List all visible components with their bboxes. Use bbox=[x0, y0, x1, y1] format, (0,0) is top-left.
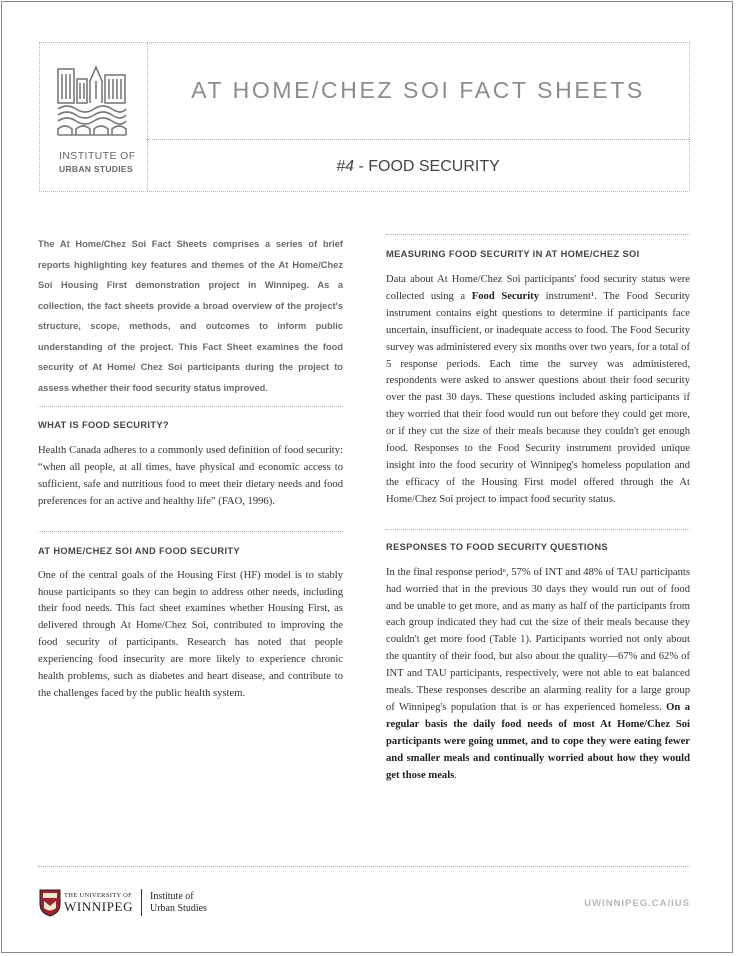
measuring-text-bold: Food Security bbox=[471, 290, 540, 302]
header-divider-horizontal bbox=[147, 139, 689, 140]
responses-text-end: . bbox=[454, 769, 457, 781]
section-divider bbox=[38, 531, 343, 532]
section-divider bbox=[386, 234, 690, 235]
what-is-food-security-body: Health Canada adheres to a commonly used definition of food security: “when all people, at all times, have physical and economic access to sufficient, safe and nutritious food to meet their dietary needs and food preferences for an active and healthy life” (FAO, 1996). bbox=[38, 445, 343, 507]
measuring-text-b: instrument¹. The Food Security instrument contains eight questions to determine if participants face uncertain, insufficient, or inadequate access to food. The Food Security survey was administered every six months over two years, for a total of 5 response periods. Each time the survey was administered, respondents were asked to answer questions about their food security over the past 30 days. These questions included asking participants if they worried that their food would run out before they could get more, or if they cut the size of their meals because they couldn't get enough food. Responses to the Food Security instrument provided unique insight into the food security of Winnipeg's homeless population and the efficacy of the Housing First model offered through the At Home/Chez Soi project to impact food security status. bbox=[386, 290, 691, 505]
footer-logo-separator bbox=[141, 889, 142, 916]
section-heading-responses: RESPONSES TO FOOD SECURITY QUESTIONS bbox=[386, 541, 608, 552]
left-column bbox=[38, 234, 343, 703]
institute-logo bbox=[40, 43, 147, 193]
intro-paragraph: The At Home/Chez Soi Fact Sheets comprises a series of brief reports highlighting key features and themes of the At Home/Chez Soi Housing First demonstration project in Winnipeg. As a collection, the fact sheets provide a broad overview of the project's structure, scope, methods, and outcomes to inform public understanding of the project. This Fact Sheet examines the food security of At Home/ Chez Soi participants during the project to assess whether their food security status improved. bbox=[38, 239, 343, 393]
university-crest-icon bbox=[39, 889, 61, 917]
responses-text-bold: On a regular basis the daily food needs of most At Home/Chez Soi participants were going unmet, and to cope they were eating fewer and smaller meals and continually worried about how they would get those meals bbox=[386, 701, 690, 781]
measuring-food-security-body bbox=[386, 272, 690, 509]
measuring-text-a: Data about At Home/Chez Soi participants' food security status were collected using a bbox=[386, 274, 690, 302]
right-column bbox=[386, 234, 690, 784]
fact-sheet-header bbox=[39, 42, 690, 192]
page-title: AT HOME/CHEZ SOI FACT SHEETS bbox=[191, 77, 645, 103]
uw-logo-text-line2: WINNIPEG bbox=[64, 899, 134, 914]
section-divider bbox=[38, 406, 343, 407]
responses-body bbox=[386, 565, 690, 785]
fact-sheet-topic: - FOOD SECURITY bbox=[354, 158, 500, 175]
ahcs-food-security-body: One of the central goals of the Housing First (HF) model is to stably house participants so they can begin to address other needs, including their food needs. This fact sheet examines whether Housing First, as delivered through At Home/Chez Soi, contributed to improving the food security of participants. Research has noted that people experiencing food insecurity are more likely to experience chronic health problems, such as diabetes and heart disease, and contribute to the challenges faced by the public health system. bbox=[38, 569, 343, 699]
logo-text-line2: URBAN STUDIES bbox=[59, 164, 133, 174]
fact-sheet-number: #4 bbox=[336, 158, 354, 175]
footer-divider bbox=[38, 866, 690, 867]
ius-text-line2: Urban Studies bbox=[150, 903, 207, 914]
uw-logo-text-line1: THE UNIVERSITY OF bbox=[64, 892, 133, 899]
city-buildings-logo-icon bbox=[56, 65, 128, 137]
section-divider bbox=[386, 529, 690, 530]
section-heading-measuring-food-security: MEASURING FOOD SECURITY IN AT HOME/CHEZ SOI bbox=[386, 249, 640, 259]
fact-sheet-subtitle bbox=[147, 158, 689, 176]
ius-text-line1: Institute of bbox=[150, 891, 194, 902]
section-heading-what-is-food-security: WHAT IS FOOD SECURITY? bbox=[38, 420, 169, 430]
section-heading-ahcs-food-security: AT HOME/CHEZ SOI AND FOOD SECURITY bbox=[38, 545, 240, 556]
responses-text-a: In the final response periodᶦᶦ, 57% of INT and 48% of TAU participants had worried that in the previous 30 days they would run out of food and be unable to get more, and as many as half of the participants from each group indicated they had cut the size of their meals because they couldn't get more food (Table 1). Participants worried not only about the quantity of their food, but also about the quality—67% and 62% of INT and TAU participants, respectively, were not able to eat balanced meals. These responses describe an alarming reality for a large group of Winnipeg's population that is or has experienced homeless. bbox=[386, 566, 690, 713]
logo-text-line1: INSTITUTE OF bbox=[59, 150, 136, 162]
footer-url-link[interactable]: UWINNIPEG.CA/IUS bbox=[584, 898, 690, 909]
